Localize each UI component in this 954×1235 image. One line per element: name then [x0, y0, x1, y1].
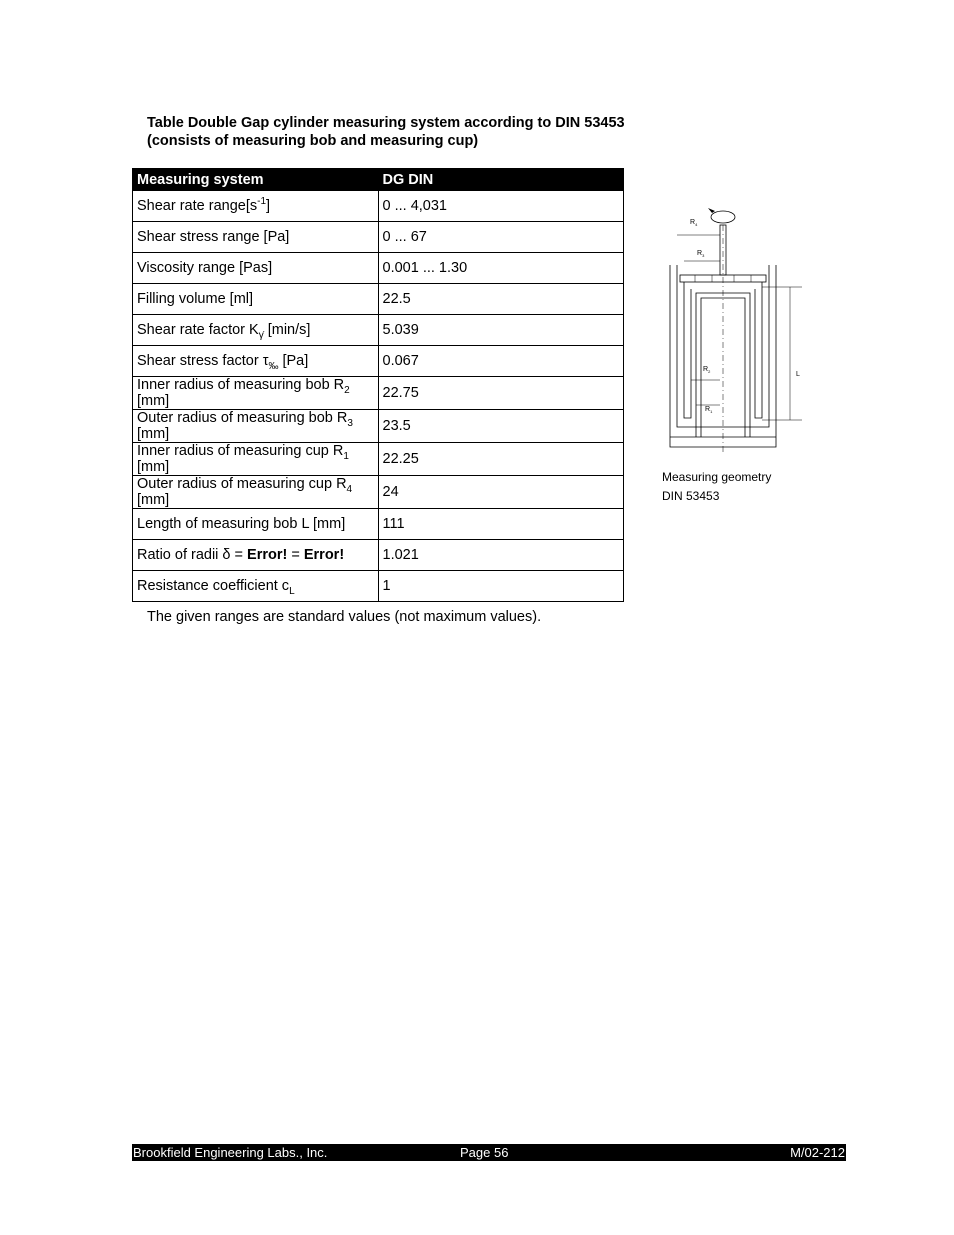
page-footer — [132, 1144, 846, 1161]
table-row — [133, 253, 624, 284]
title-line-2: (consists of measuring bob and measuring cup) — [147, 133, 479, 149]
table-header-row — [133, 169, 624, 191]
bob-left-wall — [684, 282, 691, 418]
row-label: Outer radius of measuring bob R — [137, 410, 348, 426]
row-value: 0 ... 67 — [378, 222, 624, 253]
row-label: Filling volume [ml] — [133, 284, 379, 315]
rotation-arrow-icon — [708, 208, 715, 213]
rotation-ellipse — [711, 211, 735, 223]
row-value: 0.001 ... 1.30 — [378, 253, 624, 284]
table-row — [133, 443, 624, 476]
row-value: 22.5 — [378, 284, 624, 315]
row-value: 23.5 — [378, 410, 624, 443]
measuring-geometry-diagram — [660, 205, 810, 455]
row-label: Length of measuring bob L [mm] — [133, 509, 379, 540]
table-row — [133, 222, 624, 253]
row-label-after: [mm] — [137, 393, 170, 409]
row-label-after: ] — [266, 198, 271, 214]
row-label: Shear rate factor K — [137, 322, 259, 338]
row-label: Shear stress range [Pa] — [133, 222, 379, 253]
footer-company: Brookfield Engineering Labs., Inc. — [133, 1145, 328, 1160]
table-row — [133, 191, 624, 222]
table-row — [133, 476, 624, 509]
row-value: 24 — [378, 476, 624, 509]
table-row — [133, 540, 624, 571]
row-label-after: [mm] — [137, 426, 170, 442]
row-label-error-1: Error! — [247, 547, 288, 563]
table-row — [133, 284, 624, 315]
table-row — [133, 377, 624, 410]
row-value: 0 ... 4,031 — [378, 191, 624, 222]
row-label-after: [mm] — [137, 492, 170, 508]
diagram-caption — [662, 468, 771, 506]
row-label: Inner radius of measuring bob R — [137, 377, 345, 393]
r4-label: $R_4$ — [690, 219, 698, 227]
r1-label: $R_1$ — [705, 406, 713, 414]
footer-page-number: Page 56 — [460, 1145, 509, 1160]
row-label: Shear stress factor τ — [137, 353, 269, 369]
table-row — [133, 509, 624, 540]
r2-label: $R_2$ — [703, 366, 711, 374]
footer-doc-id: M/02-212 — [790, 1145, 845, 1160]
row-label-after: [Pa] — [278, 353, 309, 369]
row-value: 1 — [378, 571, 624, 602]
row-label-sub: L — [289, 585, 295, 597]
row-label: Shear rate range[s — [137, 198, 258, 214]
table-row — [133, 315, 624, 346]
table-title — [147, 114, 625, 150]
row-label: Viscosity range [Pas] — [133, 253, 379, 284]
table-row — [133, 571, 624, 602]
row-value: 22.25 — [378, 443, 624, 476]
row-label-sub: 4 — [346, 483, 353, 495]
length-label: L — [796, 371, 800, 378]
row-label: Inner radius of measuring cup R — [137, 443, 344, 459]
row-label-sub: 3 — [347, 417, 353, 429]
standard-values-note: The given ranges are standard values (not maximum values). — [147, 609, 542, 625]
row-label-mid: = — [287, 547, 304, 563]
specification-table — [132, 168, 624, 602]
r3-label: $R_3$ — [697, 250, 705, 258]
caption-line-2: DIN 53453 — [662, 489, 720, 503]
row-value: 111 — [378, 509, 624, 540]
row-value: 1.021 — [378, 540, 624, 571]
row-label-sup: -1 — [257, 196, 267, 208]
row-label: Resistance coefficient c — [137, 578, 290, 594]
caption-line-1: Measuring geometry — [662, 470, 772, 484]
row-label-sub: 2 — [344, 384, 350, 396]
row-label-after: [mm] — [137, 459, 170, 475]
title-line-1: Table Double Gap cylinder measuring system according to DIN 53453 — [147, 115, 625, 131]
row-label-sub: ‰ — [268, 360, 279, 372]
row-label-sub: γ̇ — [258, 329, 264, 341]
row-label: Outer radius of measuring cup R — [137, 476, 347, 492]
row-label-error-2: Error! — [303, 547, 345, 563]
table-row — [133, 346, 624, 377]
row-value: 5.039 — [378, 315, 624, 346]
row-label-sub: 1 — [343, 450, 349, 462]
header-measuring-system: Measuring system — [133, 169, 379, 191]
row-value: 22.75 — [378, 377, 624, 410]
header-dg-din: DG DIN — [378, 169, 624, 191]
row-label: Ratio of radii δ = — [137, 547, 248, 563]
table-row — [133, 410, 624, 443]
row-label-after: [min/s] — [263, 322, 311, 338]
row-value: 0.067 — [378, 346, 624, 377]
bob-right-wall — [755, 282, 762, 418]
